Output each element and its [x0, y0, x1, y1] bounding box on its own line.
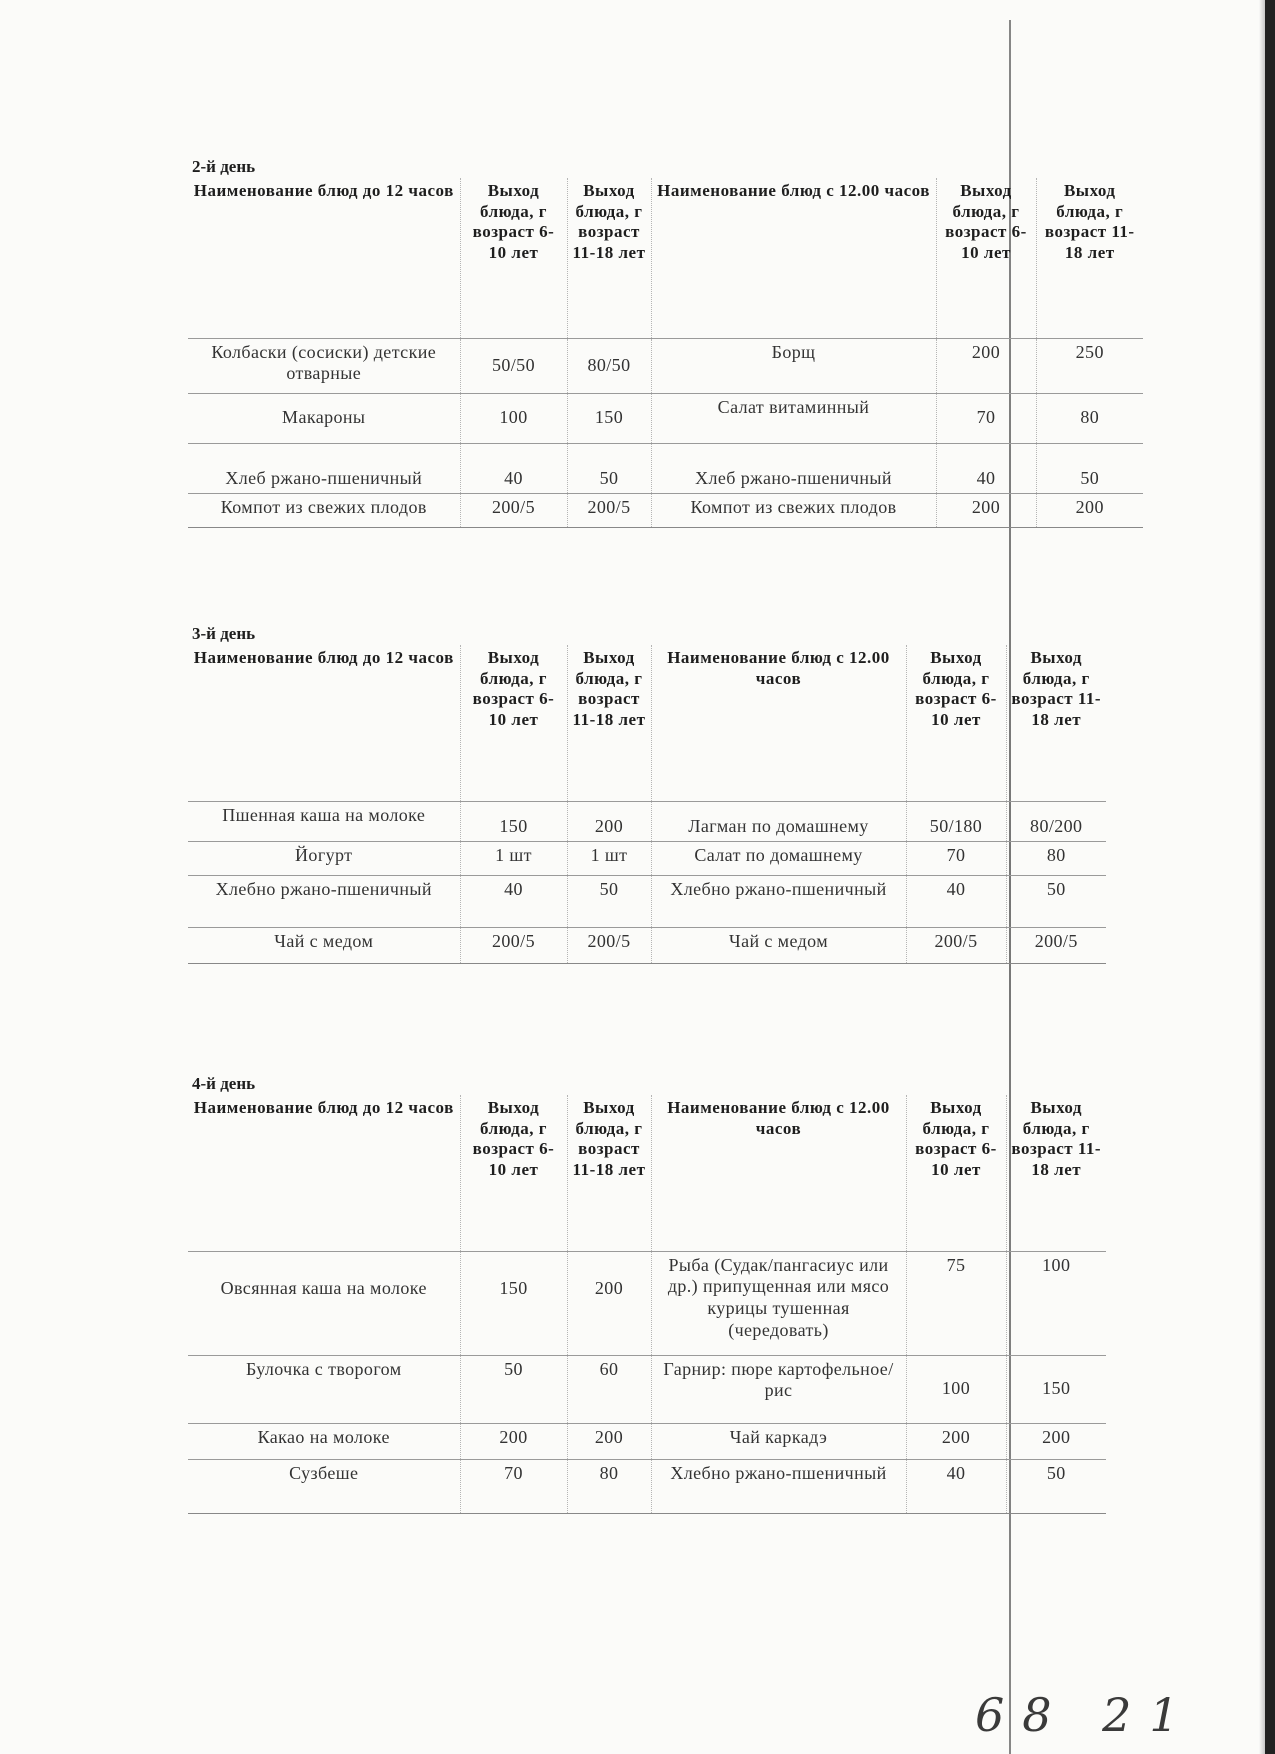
header-dish-after-12: Наименование блюд с 12.00 часов: [651, 178, 936, 338]
dish-cell: Чай с медом: [651, 927, 906, 963]
yield-cell: 150: [567, 393, 651, 443]
dish-cell: Борщ: [651, 338, 936, 393]
dish-cell: Чай с медом: [188, 927, 460, 963]
day-3-label: 3-й день: [192, 624, 256, 643]
yield-cell: 200: [1036, 493, 1143, 527]
header-dish-after-12: Наименование блюд с 12.00 часов: [651, 1095, 906, 1251]
yield-cell: 50/180: [906, 801, 1006, 841]
dish-cell: Йогурт: [188, 841, 460, 875]
yield-cell: 70: [906, 841, 1006, 875]
yield-cell: 50: [1006, 1459, 1106, 1513]
day-4-label: 4-й день: [192, 1074, 256, 1093]
table-row: [188, 841, 1106, 875]
yield-cell: 150: [460, 801, 567, 841]
header-dish-before-12: Наименование блюд до 12 часов: [188, 178, 460, 338]
dish-cell: Салат по домашнему: [651, 841, 906, 875]
dish-cell: Лагман по домашнему: [651, 801, 906, 841]
yield-cell: 40: [906, 875, 1006, 927]
yield-cell: 50: [567, 443, 651, 493]
header-yield-6-10: Выход блюда, г возраст 6-10 лет: [906, 1095, 1006, 1251]
day-2-menu-table: [188, 178, 1143, 528]
yield-cell: 60: [567, 1355, 651, 1423]
handwritten-page-number: 68 21: [975, 1688, 1197, 1742]
yield-cell: 80: [567, 1459, 651, 1513]
table-row: [188, 443, 1143, 493]
yield-cell: 40: [460, 875, 567, 927]
table-row: [188, 493, 1143, 527]
table-row: [188, 1423, 1106, 1459]
table-row: [188, 801, 1106, 841]
day-4-menu-table: [188, 1095, 1106, 1514]
table-row: [188, 1355, 1106, 1423]
dish-cell: Хлебно ржано-пшеничный: [651, 1459, 906, 1513]
header-yield-11-18: Выход блюда, г возраст 11-18 лет: [567, 645, 651, 801]
yield-cell: 50/50: [460, 338, 567, 393]
dish-cell: Колбаски (сосиски) детские отварные: [188, 338, 460, 393]
dish-cell: Компот из свежих плодов: [188, 493, 460, 527]
yield-cell: 250: [1036, 338, 1143, 393]
yield-cell: 1 шт: [567, 841, 651, 875]
table-header-row: [188, 1095, 1106, 1251]
yield-cell: 200: [460, 1423, 567, 1459]
day-3-menu-table: [188, 645, 1106, 964]
table-row: [188, 927, 1106, 963]
header-yield-11-18: Выход блюда, г возраст 11-18 лет: [1036, 178, 1143, 338]
yield-cell: 40: [460, 443, 567, 493]
yield-cell: 200/5: [1006, 927, 1106, 963]
yield-cell: 70: [460, 1459, 567, 1513]
yield-cell: 200: [567, 1423, 651, 1459]
yield-cell: 200/5: [906, 927, 1006, 963]
yield-cell: 200/5: [460, 927, 567, 963]
yield-cell: 50: [1006, 875, 1106, 927]
yield-cell: 50: [1036, 443, 1143, 493]
yield-cell: 40: [936, 443, 1036, 493]
header-yield-11-18: Выход блюда, г возраст 11-18 лет: [567, 1095, 651, 1251]
yield-cell: 150: [460, 1251, 567, 1355]
dish-cell: Хлеб ржано-пшеничный: [651, 443, 936, 493]
header-yield-6-10: Выход блюда, г возраст 6-10 лет: [460, 645, 567, 801]
yield-cell: 200: [567, 801, 651, 841]
yield-cell: 200: [936, 338, 1036, 393]
yield-cell: 200/5: [567, 493, 651, 527]
yield-cell: 50: [460, 1355, 567, 1423]
dish-cell: Сузбеше: [188, 1459, 460, 1513]
dish-cell: Гарнир: пюре картофельное/рис: [651, 1355, 906, 1423]
dish-cell: Салат витаминный: [651, 393, 936, 443]
yield-cell: 200: [906, 1423, 1006, 1459]
dish-cell: Хлеб ржано-пшеничный: [188, 443, 460, 493]
dish-cell: Пшенная каша на молоке: [188, 801, 460, 841]
dish-cell: Рыба (Судак/пангасиус или др.) припущенная или мясо курицы тушенная (чередовать): [651, 1251, 906, 1355]
table-header-row: [188, 178, 1143, 338]
yield-cell: 80/50: [567, 338, 651, 393]
scan-edge: [1265, 0, 1275, 1754]
dish-cell: Хлебно ржано-пшеничный: [188, 875, 460, 927]
header-yield-6-10: Выход блюда, г возраст 6-10 лет: [936, 178, 1036, 338]
yield-cell: 200: [936, 493, 1036, 527]
yield-cell: 100: [460, 393, 567, 443]
dish-cell: Хлебно ржано-пшеничный: [651, 875, 906, 927]
yield-cell: 80: [1036, 393, 1143, 443]
yield-cell: 70: [936, 393, 1036, 443]
header-dish-before-12: Наименование блюд до 12 часов: [188, 645, 460, 801]
yield-cell: 50: [567, 875, 651, 927]
yield-cell: 40: [906, 1459, 1006, 1513]
table-row: [188, 393, 1143, 443]
header-yield-11-18: Выход блюда, г возраст 11-18 лет: [1006, 1095, 1106, 1251]
header-dish-after-12: Наименование блюд с 12.00 часов: [651, 645, 906, 801]
yield-cell: 200/5: [567, 927, 651, 963]
header-dish-before-12: Наименование блюд до 12 часов: [188, 1095, 460, 1251]
yield-cell: 200: [567, 1251, 651, 1355]
yield-cell: 100: [906, 1355, 1006, 1423]
dish-cell: Какао на молоке: [188, 1423, 460, 1459]
table-header-row: [188, 645, 1106, 801]
header-yield-6-10: Выход блюда, г возраст 6-10 лет: [460, 1095, 567, 1251]
dish-cell: Овсянная каша на молоке: [188, 1251, 460, 1355]
yield-cell: 150: [1006, 1355, 1106, 1423]
yield-cell: 75: [906, 1251, 1006, 1355]
header-yield-6-10: Выход блюда, г возраст 6-10 лет: [906, 645, 1006, 801]
yield-cell: 100: [1006, 1251, 1106, 1355]
table-row: [188, 875, 1106, 927]
header-yield-11-18: Выход блюда, г возраст 11-18 лет: [1006, 645, 1106, 801]
yield-cell: 200/5: [460, 493, 567, 527]
yield-cell: 80/200: [1006, 801, 1106, 841]
header-yield-6-10: Выход блюда, г возраст 6-10 лет: [460, 178, 567, 338]
dish-cell: Булочка с творогом: [188, 1355, 460, 1423]
yield-cell: 200: [1006, 1423, 1106, 1459]
header-yield-11-18: Выход блюда, г возраст 11-18 лет: [567, 178, 651, 338]
table-row: [188, 1251, 1106, 1355]
dish-cell: Чай каркадэ: [651, 1423, 906, 1459]
table-row: [188, 338, 1143, 393]
dish-cell: Компот из свежих плодов: [651, 493, 936, 527]
dish-cell: Макароны: [188, 393, 460, 443]
yield-cell: 1 шт: [460, 841, 567, 875]
yield-cell: 80: [1006, 841, 1106, 875]
table-row: [188, 1459, 1106, 1513]
day-2-label: 2-й день: [192, 157, 256, 176]
